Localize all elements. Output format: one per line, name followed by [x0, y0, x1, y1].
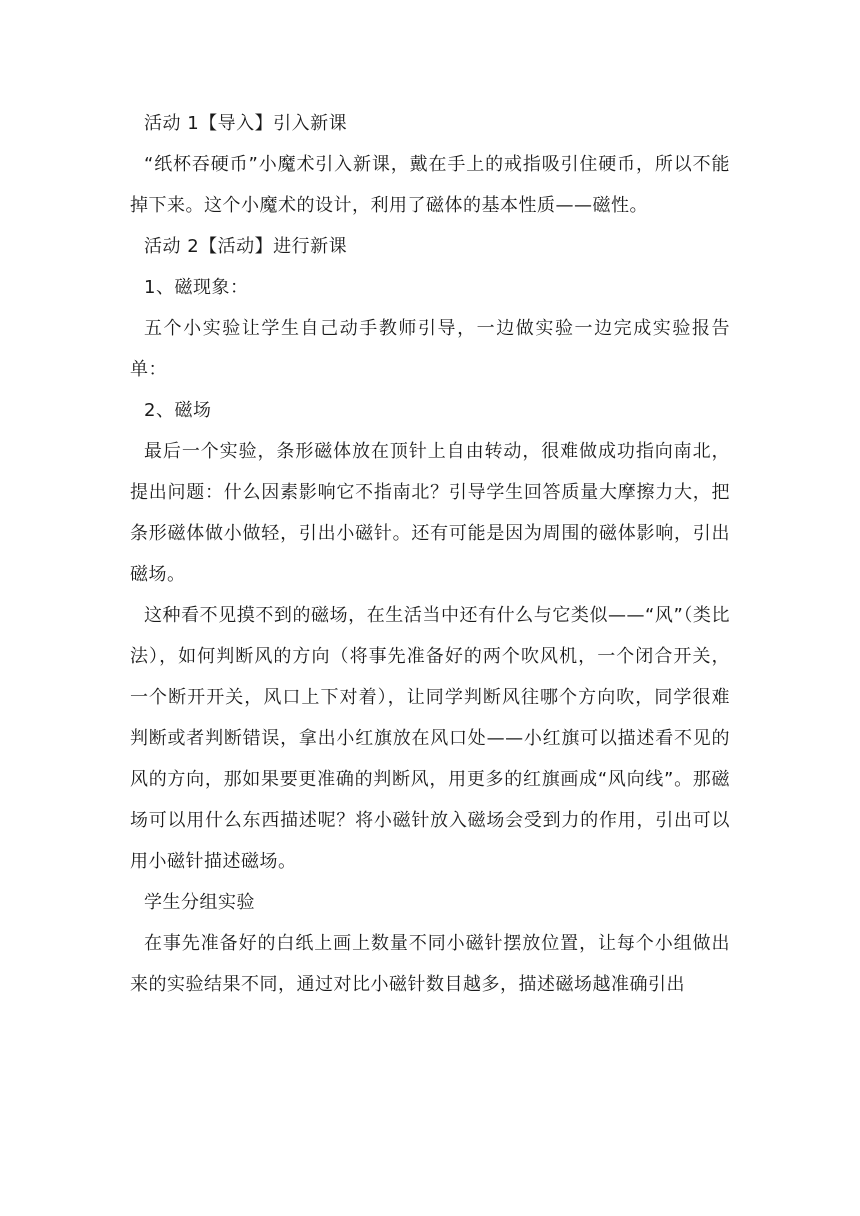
- paragraph-group-experiment: 在事先准备好的白纸上画上数量不同小磁针摆放位置，让每个小组做出来的实验结果不同，通过对比小磁针数目越多，描述磁场越准确引出: [130, 933, 730, 995]
- heading-magnetic-phenomena: 1、磁现象：: [144, 277, 249, 298]
- paragraph-last-experiment: 最后一个实验，条形磁体放在顶针上自由转动，很难做成功指向南北，提出问题：什么因素影响它不指南北？引导学生回答质量大摩擦力大，把条形磁体做小做轻，引出小磁针。还有可能是因为周围的磁体影响，引出磁场。: [130, 441, 730, 585]
- heading-activity-1: 活动 1【导入】引入新课: [144, 113, 348, 134]
- paragraph-magic-intro: “纸杯吞硬币”小魔术引入新课，戴在手上的戒指吸引住硬币，所以不能掉下来。这个小魔术的设计，利用了磁体的基本性质——磁性。: [130, 154, 730, 216]
- heading-magnetic-field: 2、磁场: [144, 400, 212, 421]
- document-body: [130, 103, 730, 1005]
- paragraph-five-experiments: 五个小实验让学生自己动手教师引导，一边做实验一边完成实验报告单：: [130, 318, 730, 380]
- heading-group-experiment: 学生分组实验: [144, 892, 255, 913]
- paragraph-wind-analogy: 这种看不见摸不到的磁场，在生活当中还有什么与它类似——“风”（类比法），如何判断风的方向（将事先准备好的两个吹风机，一个闭合开关，一个断开开关，风口上下对着），让同学判断风往哪个方向吹，同学很难判断或者判断错误，拿出小红旗放在风口处——小红旗可以描述看不见的风的方向，那如果要更准确的判断风，用更多的红旗画成“风向线”。那磁场可以用什么东西描述呢？将小磁针放入磁场会受到力的作用，引出可以用小磁针描述磁场。: [130, 605, 730, 872]
- heading-activity-2: 活动 2【活动】进行新课: [144, 236, 348, 257]
